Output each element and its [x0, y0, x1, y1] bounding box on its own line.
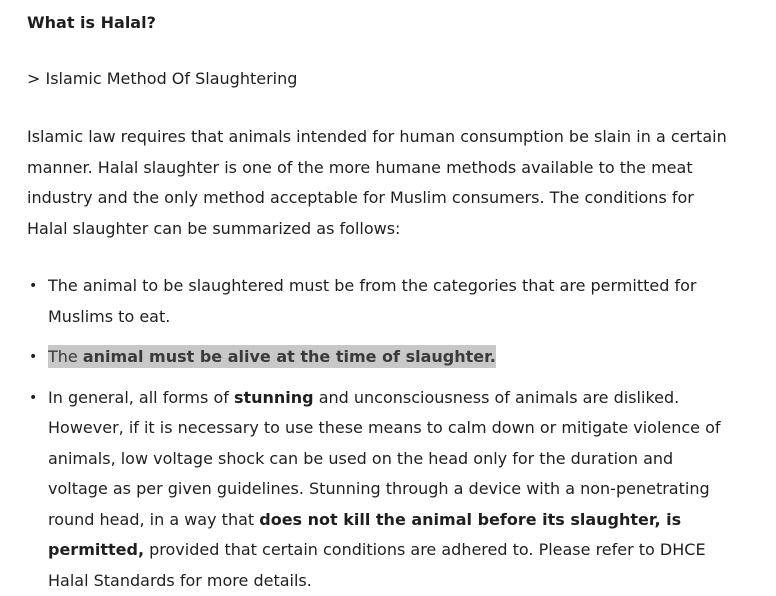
condition-text: The animal to be slaughtered must be from the categories that are permitted for Muslims to eat. [48, 276, 696, 326]
bullet-icon: • [29, 342, 37, 373]
list-item [27, 383, 738, 596]
page-title: What is Halal? [27, 10, 756, 36]
condition-prefix: The [48, 347, 83, 366]
highlighted-selection [48, 345, 496, 368]
condition-text-part2: and unconsciousness of animals are disliked. However, if it is necessary to use these means to calm down or mitigate violence of animals, low voltage shock can be used on the head only for the duration and voltage as per given guidelines. Stunning through a device with a non-penetrating round head, in a way that [48, 388, 721, 529]
bullet-icon: • [29, 271, 37, 302]
condition-text-part3: provided that certain conditions are adhered to. Please refer to DHCE Halal Standards for more details. [48, 540, 706, 590]
condition-bold-text: animal must be alive at the time of slaughter. [83, 347, 496, 366]
bullet-icon: • [29, 383, 37, 414]
condition-text-part1: In general, all forms of [48, 388, 234, 407]
list-item [27, 342, 738, 373]
condition-bold-permitted: does not kill the animal before its slaughter, is permitted, [48, 510, 681, 560]
list-item [27, 271, 738, 332]
intro-paragraph: Islamic law requires that animals intended for human consumption be slain in a certain manner. Halal slaughter is one of the more humane methods available to the meat industry and the only method acceptable for Muslim consumers. The conditions for Halal slaughter can be summarized as follows: [27, 122, 727, 244]
section-subheading: > Islamic Method Of Slaughtering [27, 66, 756, 92]
condition-bold-stunning: stunning [234, 388, 314, 407]
conditions-list [27, 271, 756, 596]
